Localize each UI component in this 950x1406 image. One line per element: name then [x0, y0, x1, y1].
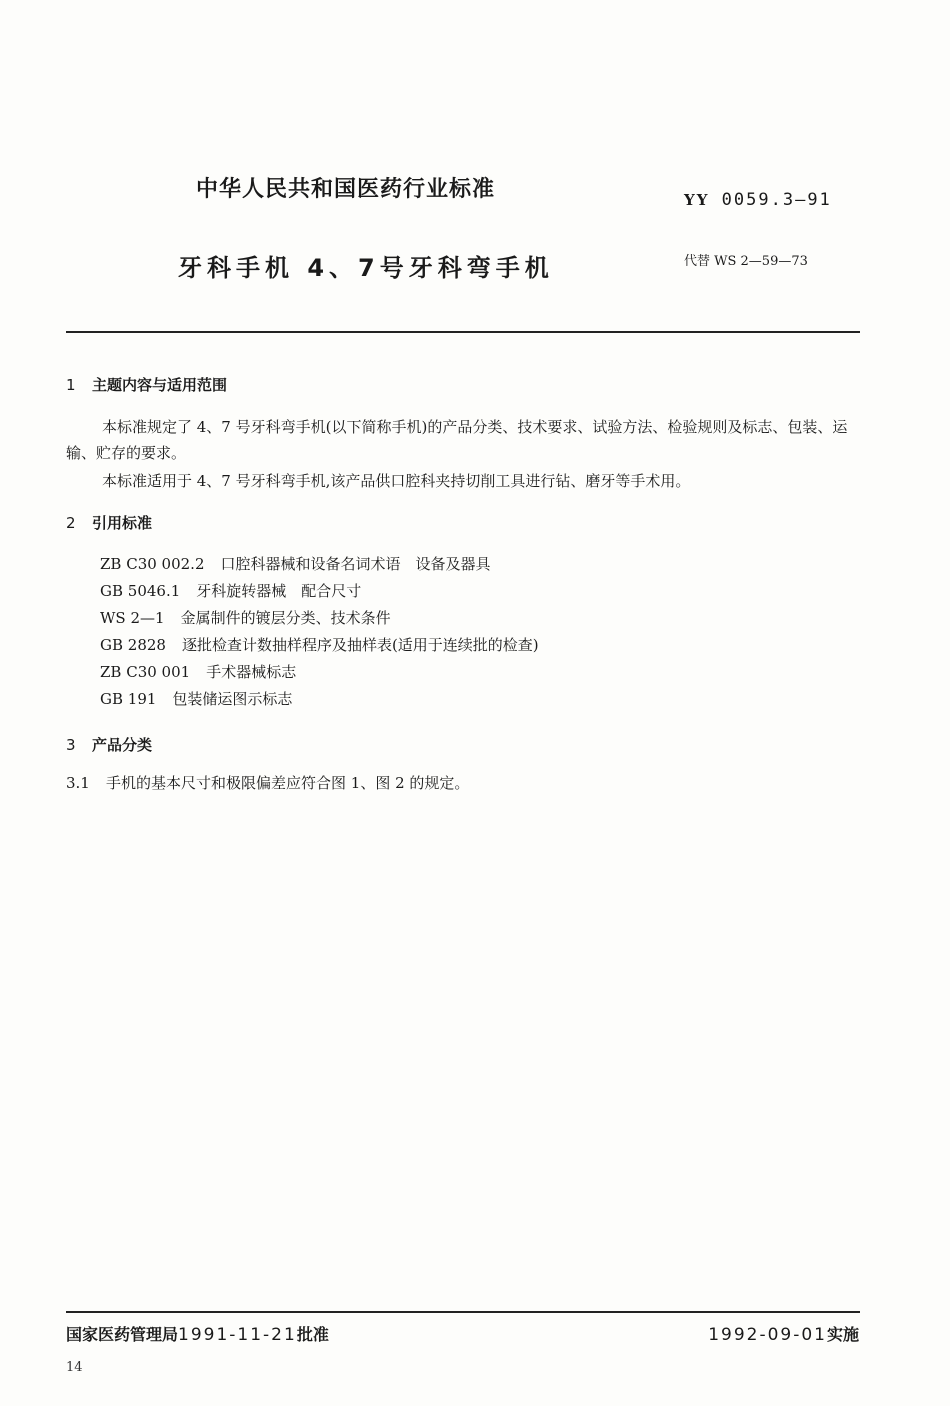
- section-title: 引用标准: [92, 514, 153, 532]
- list-item: [100, 659, 539, 686]
- approving-authority: 国家医药管理局: [66, 1325, 179, 1344]
- reference-title: 包装储运图示标志: [172, 690, 293, 708]
- reference-title: 口腔科器械和设备名词术语 设备及器具: [220, 555, 491, 573]
- approval-date: 1991-11-21: [178, 1325, 297, 1345]
- standard-code: 0059.3—91: [721, 190, 832, 210]
- effective-date: 1992-09-01: [708, 1325, 827, 1345]
- section-2-heading: [66, 512, 152, 533]
- reference-code: ZB C30 002.2: [100, 555, 205, 573]
- standard-prefix: YY: [684, 191, 710, 209]
- reference-code: ZB C30 001: [100, 663, 191, 681]
- replaces-note: 代替 WS 2—59—73: [684, 254, 808, 269]
- section-number: 2: [66, 514, 76, 532]
- reference-title: 手术器械标志: [206, 663, 297, 681]
- page-number: 14: [66, 1360, 83, 1375]
- section-number: 3: [66, 736, 76, 754]
- section-number: 1: [66, 376, 76, 394]
- reference-list: [100, 551, 539, 713]
- effective-suffix: 实施: [826, 1325, 859, 1344]
- section-title: 主题内容与适用范围: [92, 376, 228, 394]
- document-title: 牙科手机 4、7号牙科弯手机: [178, 254, 554, 282]
- reference-title: 牙科旋转器械 配合尺寸: [196, 582, 362, 600]
- standard-number: [684, 190, 832, 210]
- section-1-paragraph: 本标准规定了 4、7 号牙科弯手机(以下简称手机)的产品分类、技术要求、试验方法、检验规则及标志、包装、运输、贮存的要求。: [66, 418, 848, 462]
- list-item: [100, 686, 539, 713]
- header-divider: [66, 331, 860, 333]
- reference-code: GB 191: [100, 690, 157, 708]
- reference-code: WS 2—1: [100, 609, 165, 627]
- section-title: 产品分类: [92, 736, 153, 754]
- approval-line: [66, 1322, 329, 1345]
- reference-title: 金属制件的镀层分类、技术条件: [180, 609, 391, 627]
- list-item: [100, 605, 539, 632]
- section-1-heading: [66, 374, 227, 395]
- industry-standard-heading: 中华人民共和国医药行业标准: [196, 177, 496, 202]
- effective-line: [708, 1322, 859, 1345]
- list-item: [100, 578, 539, 605]
- list-item: [100, 632, 539, 659]
- reference-title: 逐批检查计数抽样程序及抽样表(适用于连续批的检查): [181, 636, 539, 654]
- clause-number: 3.1: [66, 774, 90, 792]
- approval-suffix: 批准: [296, 1325, 329, 1344]
- list-item: [100, 551, 539, 578]
- clause-text: 手机的基本尺寸和极限偏差应符合图 1、图 2 的规定。: [106, 774, 470, 792]
- clause-3-1: [66, 772, 469, 793]
- section-3-heading: [66, 734, 152, 755]
- reference-code: GB 2828: [100, 636, 166, 654]
- section-1-paragraph: 本标准适用于 4、7 号牙科弯手机,该产品供口腔科夹持切削工具进行钻、磨牙等手术用。: [102, 472, 691, 490]
- footer-divider: [66, 1311, 860, 1313]
- reference-code: GB 5046.1: [100, 582, 181, 600]
